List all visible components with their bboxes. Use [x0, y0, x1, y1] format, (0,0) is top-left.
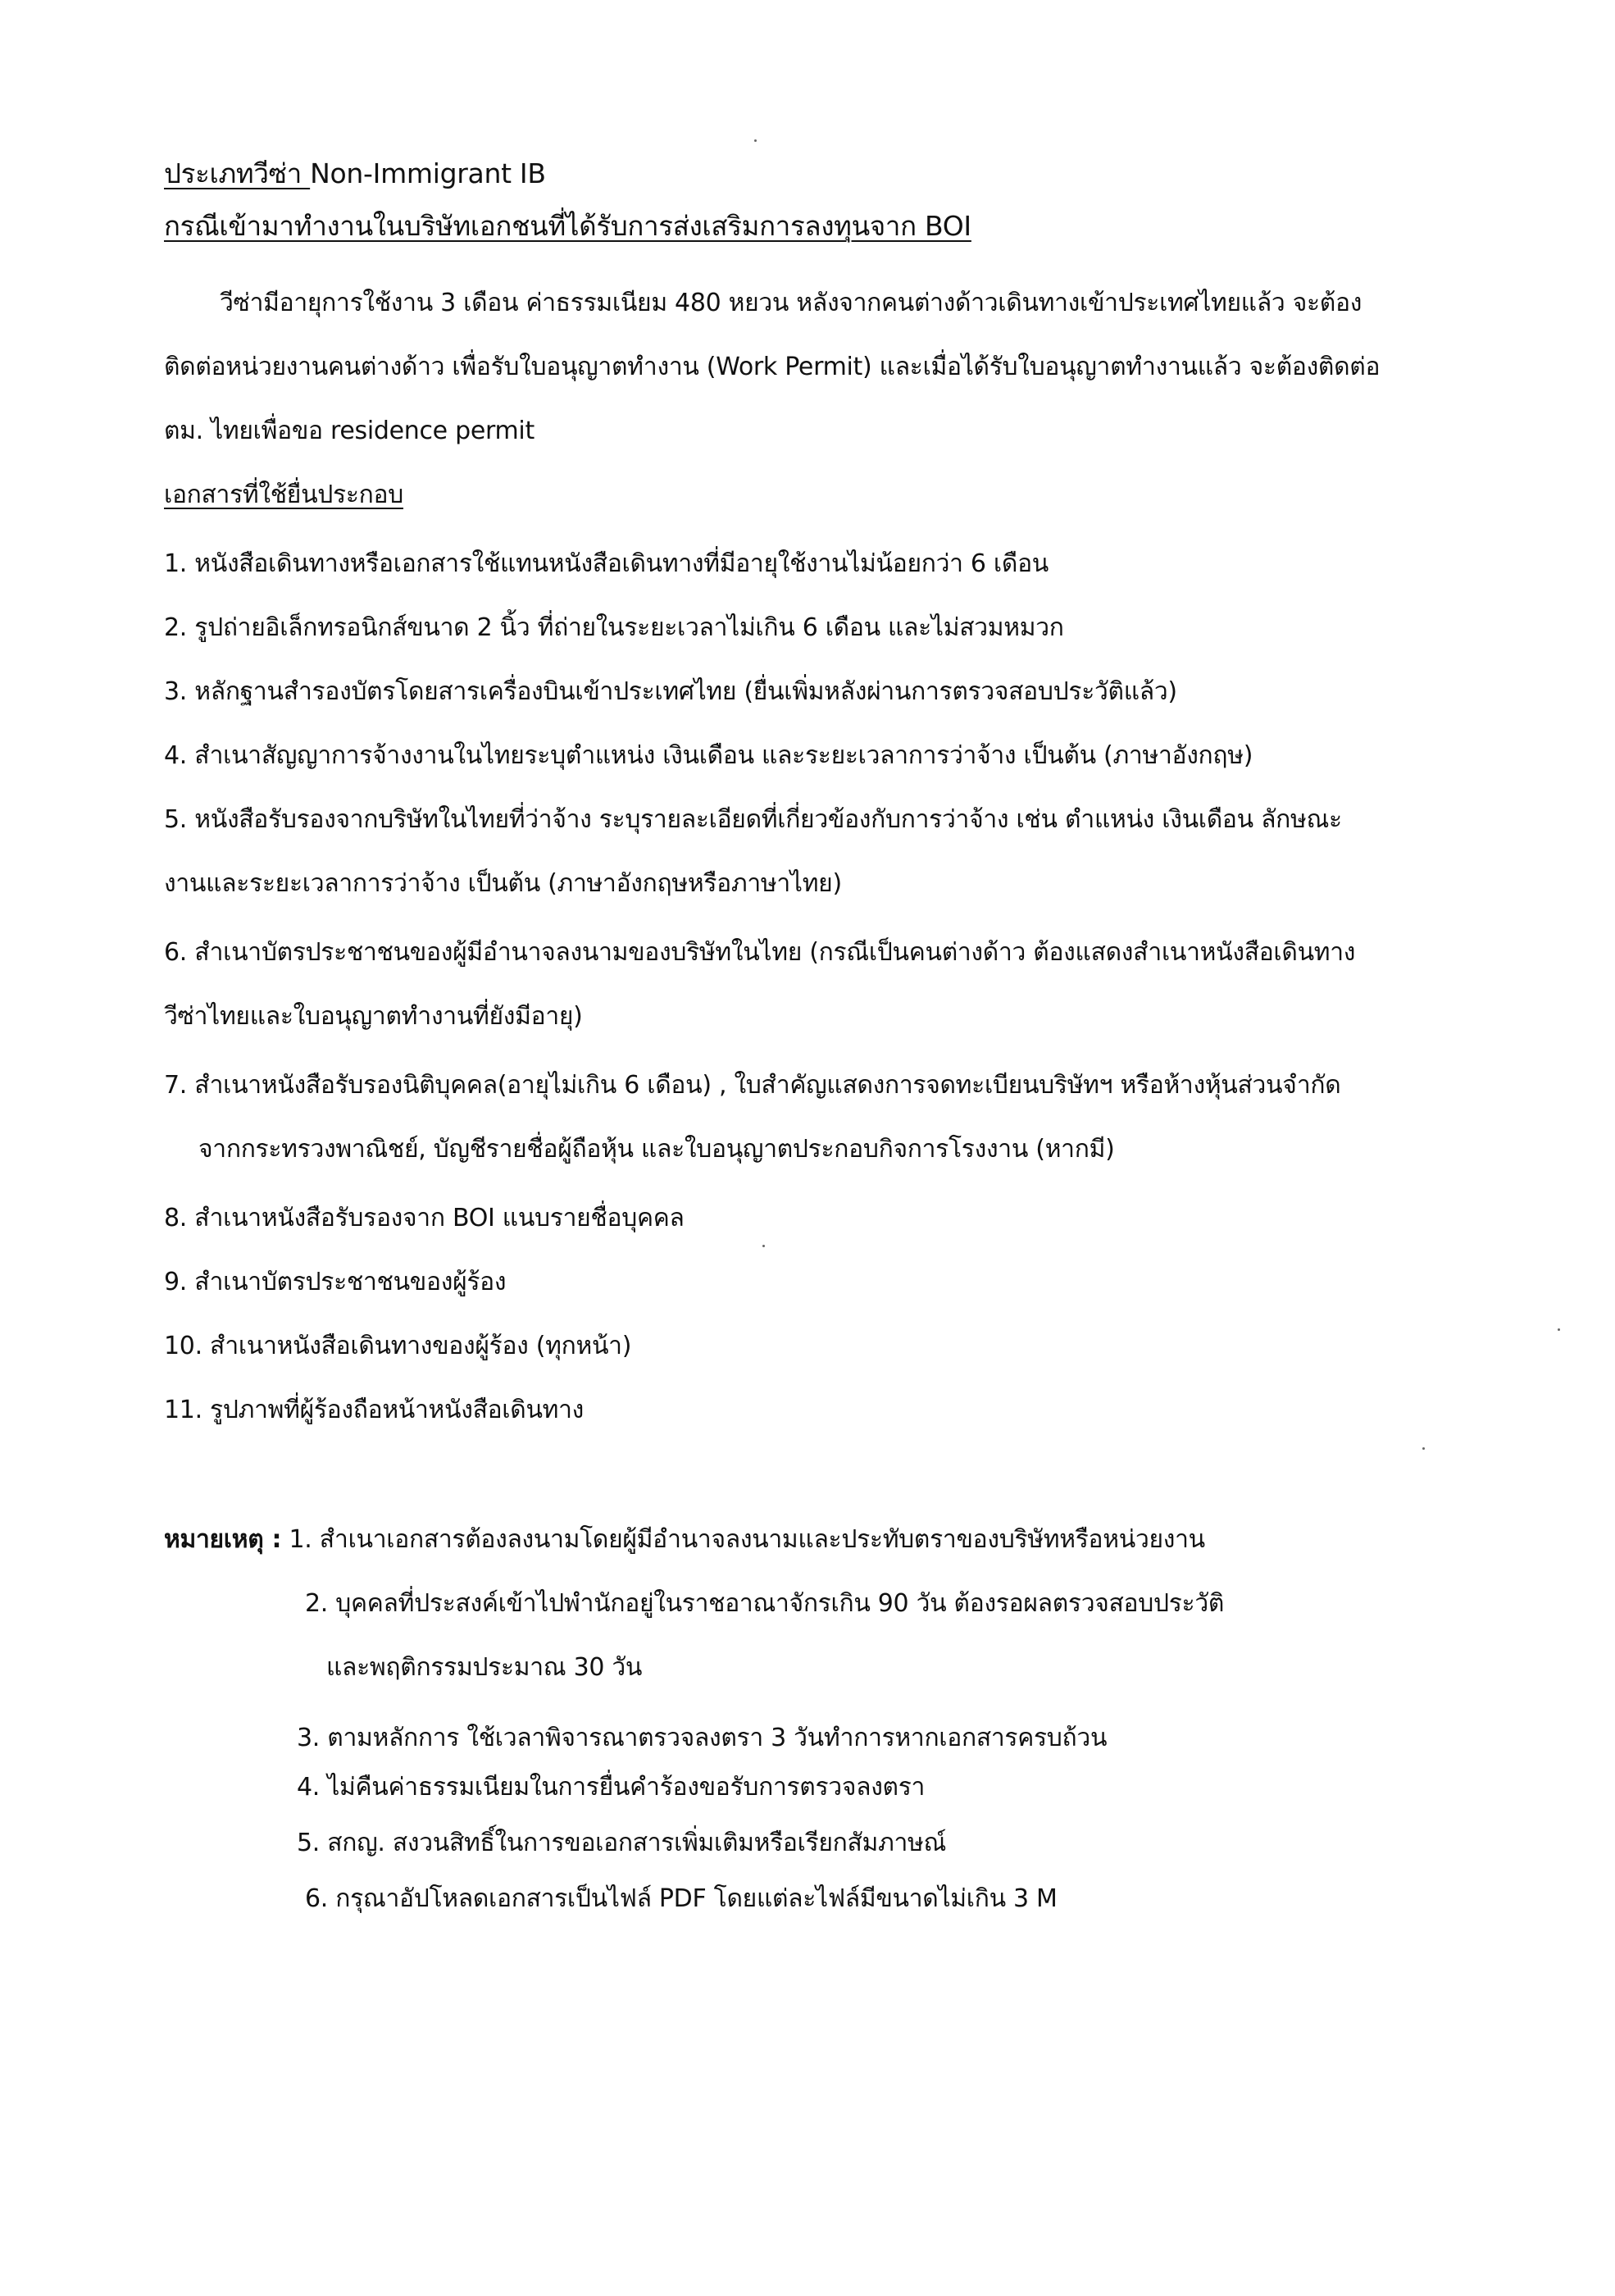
document-item-2: 2. รูปถ่ายอิเล็กทรอนิกส์ขนาด 2 นิ้ว ที่ถ่ายในระยะเวลาไม่เกิน 6 เดือน และไม่สวมหมวก: [164, 613, 1064, 642]
document-item-3: 3. หลักฐานสำรองบัตรโดยสารเครื่องบินเข้าประเทศไทย (ยื่นเพิ่มหลังผ่านการตรวจสอบประวัติแล้ว): [164, 677, 1177, 706]
scan-speck: [1422, 1447, 1425, 1450]
intro-line-3: ตม. ไทยเพื่อขอ residence permit: [164, 417, 535, 445]
visa-type-heading: [164, 157, 546, 190]
document-item-7-cont: จากกระทรวงพาณิชย์, บัญชีรายชื่อผู้ถือหุ้น และใบอนุญาตประกอบกิจการโรงงาน (หากมี): [198, 1135, 1115, 1164]
case-title: กรณีเข้ามาทำงานในบริษัทเอกชนที่ได้รับการส่งเสริมการลงทุนจาก BOI: [164, 210, 971, 242]
document-item-5-cont: งานและระยะเวลาการว่าจ้าง เป็นต้น (ภาษาอังกฤษหรือภาษาไทย): [164, 869, 842, 898]
scan-speck: [762, 1245, 765, 1247]
intro-line-1: วีซ่ามีอายุการใช้งาน 3 เดือน ค่าธรรมเนียม 480 หยวน หลังจากคนต่างด้าวเดินทางเข้าประเทศไทยแล้ว จะต้อง: [220, 289, 1363, 317]
document-item-10: 10. สำเนาหนังสือเดินทางของผู้ร้อง (ทุกหน้า): [164, 1332, 632, 1360]
document-item-5: 5. หนังสือรับรองจากบริษัทในไทยที่ว่าจ้าง ระบุรายละเอียดที่เกี่ยวข้องกับการว่าจ้าง เช่น ตำแหน่ง เงินเดือน ลักษณะ: [164, 805, 1342, 834]
document-item-7: 7. สำเนาหนังสือรับรองนิติบุคคล(อายุไม่เกิน 6 เดือน) , ใบสำคัญแสดงการจดทะเบียนบริษัทฯ หรือห้างหุ้นส่วนจำกัด: [164, 1071, 1341, 1100]
notes-item-6: 6. กรุณาอัปโหลดเอกสารเป็นไฟล์ PDF โดยแต่ละไฟล์มีขนาดไม่เกิน 3 M: [305, 1884, 1058, 1913]
notes-item-1-row: [164, 1524, 1205, 1556]
notes-label: หมายเหตุ :: [164, 1525, 282, 1554]
notes-item-4: 4. ไม่คืนค่าธรรมเนียมในการยื่นคำร้องขอรับการตรวจลงตรา: [297, 1773, 926, 1802]
scan-speck: [754, 139, 757, 142]
documents-heading: เอกสารที่ใช้ยื่นประกอบ: [164, 481, 403, 509]
notes-item-2-cont: และพฤติกรรมประมาณ 30 วัน: [326, 1653, 643, 1682]
visa-type-value: Non-Immigrant IB: [310, 157, 546, 189]
document-item-11: 11. รูปภาพที่ผู้ร้องถือหน้าหนังสือเดินทาง: [164, 1396, 585, 1424]
document-item-6: 6. สำเนาบัตรประชาชนของผู้มีอำนาจลงนามของบริษัทในไทย (กรณีเป็นคนต่างด้าว ต้องแสดงสำเนาหนังสือเดินทาง: [164, 938, 1356, 967]
notes-item-2: 2. บุคคลที่ประสงค์เข้าไปพำนักอยู่ในราชอาณาจักรเกิน 90 วัน ต้องรอผลตรวจสอบประวัติ: [305, 1589, 1225, 1618]
document-item-1: 1. หนังสือเดินทางหรือเอกสารใช้แทนหนังสือเดินทางที่มีอายุใช้งานไม่น้อยกว่า 6 เดือน: [164, 549, 1049, 578]
document-item-6-cont: วีซ่าไทยและใบอนุญาตทำงานที่ยังมีอายุ): [164, 1002, 583, 1031]
document-item-8: 8. สำเนาหนังสือรับรองจาก BOI แนบรายชื่อบุคคล: [164, 1204, 685, 1232]
notes-item-3: 3. ตามหลักการ ใช้เวลาพิจารณาตรวจลงตรา 3 วันทำการหากเอกสารครบถ้วน: [297, 1724, 1108, 1752]
intro-line-2: ติดต่อหน่วยงานคนต่างด้าว เพื่อรับใบอนุญาตทำงาน (Work Permit) และเมื่อได้รับใบอนุญาตทำงานแล้ว จะต้องติดต่อ: [164, 353, 1381, 381]
notes-item-5: 5. สกญ. สงวนสิทธิ์ในการขอเอกสารเพิ่มเติมหรือเรียกสัมภาษณ์: [297, 1829, 947, 1857]
document-item-9: 9. สำเนาบัตรประชาชนของผู้ร้อง: [164, 1268, 507, 1296]
scan-speck: [1558, 1328, 1560, 1331]
visa-type-label: ประเภทวีซ่า: [164, 157, 311, 189]
document-item-4: 4. สำเนาสัญญาการจ้างงานในไทยระบุตำแหน่ง เงินเดือน และระยะเวลาการว่าจ้าง เป็นต้น (ภาษาอังกฤษ): [164, 741, 1253, 770]
notes-item-1: 1. สำเนาเอกสารต้องลงนามโดยผู้มีอำนาจลงนามและประทับตราของบริษัทหรือหน่วยงาน: [289, 1525, 1205, 1554]
